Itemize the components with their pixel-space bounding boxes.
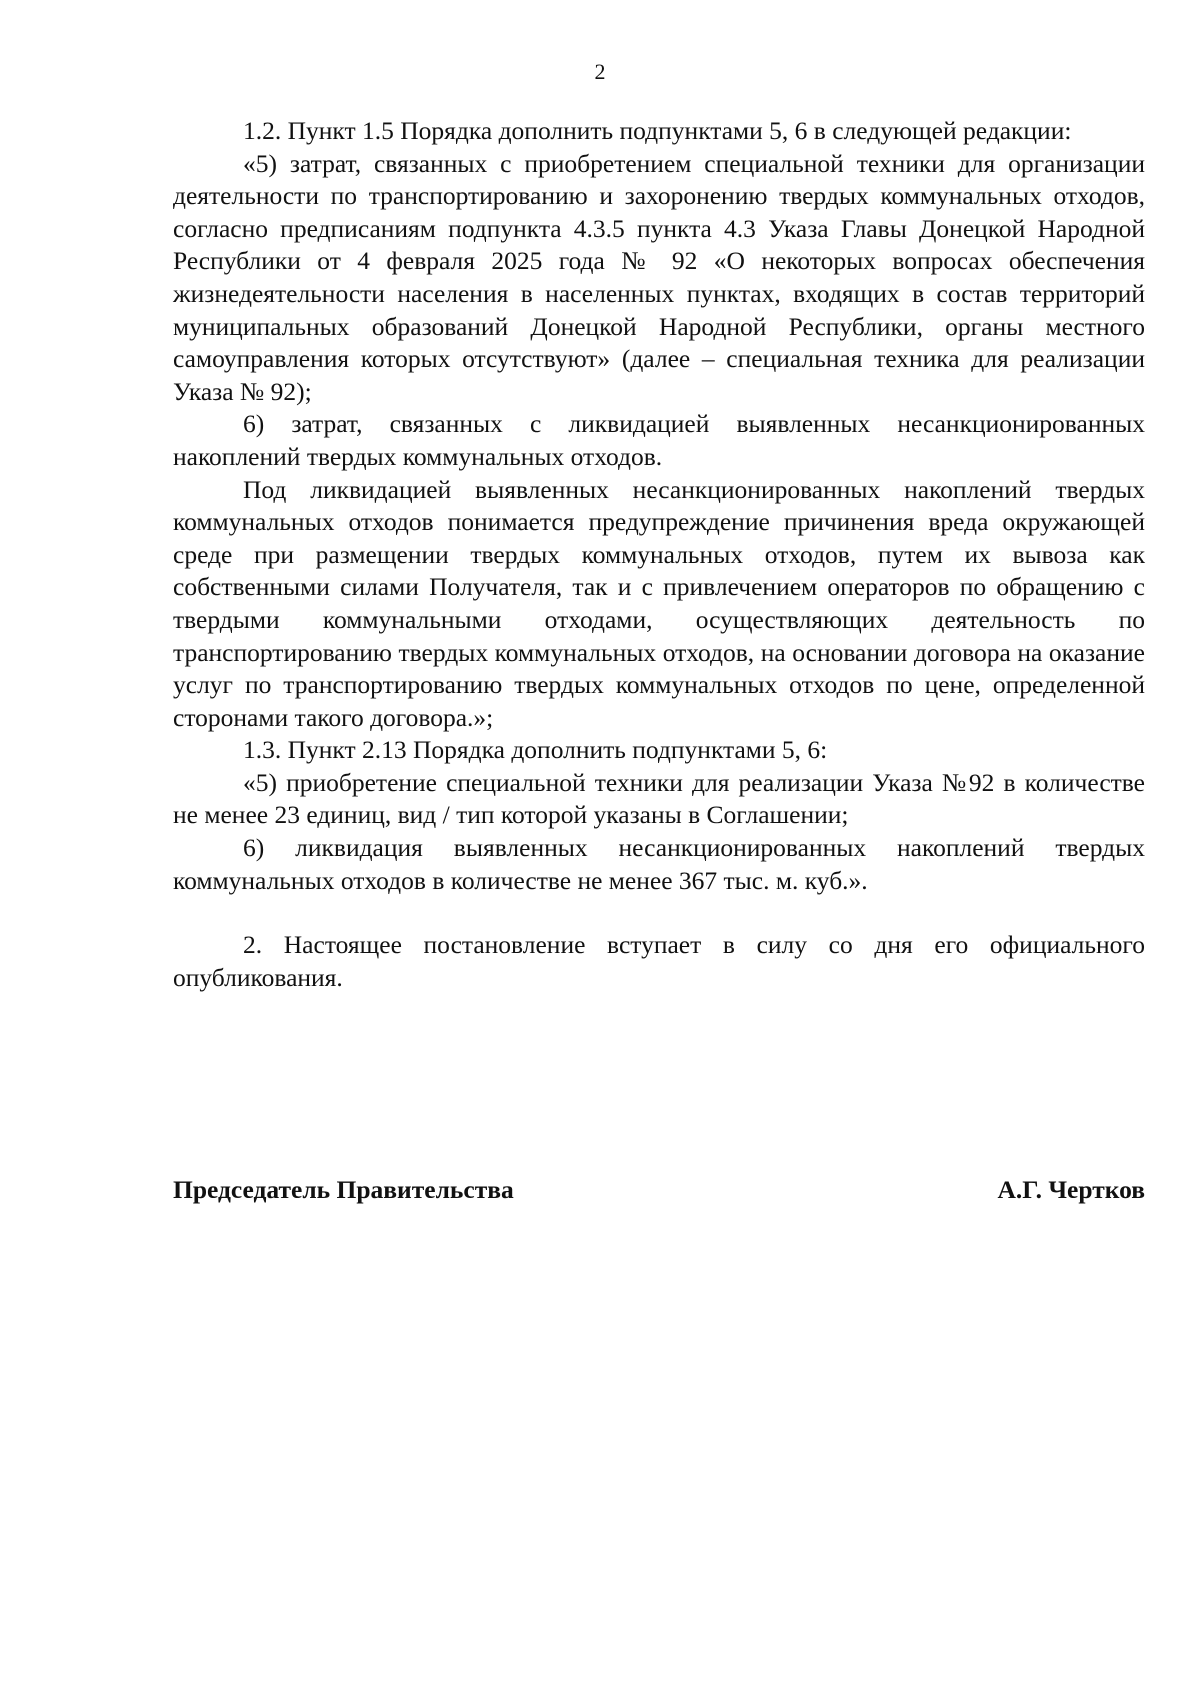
paragraph-1-3: 1.3. Пункт 2.13 Порядка дополнить подпунктами 5, 6: — [243, 735, 828, 765]
paragraph-2-13-subpoint-6: 6) ликвидация выявленных несанкционированных накоплений твердых коммунальных отходов в количестве не менее 367 тыс. м. куб.». — [173, 833, 1145, 895]
page-number: 2 — [594, 59, 606, 84]
paragraph-definition: Под ликвидацией выявленных несанкционированных накоплений твердых коммунальных отходов понимается предупреждение причинения вреда окружающей среде при размещении твердых коммунальных отходов, путем их вывоза как собственными силами Получателя, так и с привлечением операторов по обращению с твердыми коммунальными отходами, осуществляющих деятельность по транспортированию твердых коммунальных отходов, на основании договора на оказание услуг по транспортированию твердых коммунальных отходов по цене, определенной сторонами такого договора.»; — [173, 474, 1145, 732]
paragraph-2-13-subpoint-5: «5) приобретение специальной техники для реализации Указа №92 в количестве не менее 23 единиц, вид / тип которой указаны в Соглашении; — [173, 767, 1145, 830]
signatory-name: А.Г. Чертков — [997, 1175, 1145, 1204]
signatory-position: Председатель Правительства — [173, 1175, 514, 1204]
paragraph-1-2: 1.2. Пункт 1.5 Порядка дополнить подпунктами 5, 6 в следующей редакции: — [243, 116, 1072, 145]
signature-block — [173, 1174, 1145, 1206]
paragraph-subpoint-5: «5) затрат, связанных с приобретением специальной техники для организации деятельности по транспортированию и захоронению твердых коммунальных отходов, согласно предписаниям подпункта 4.3.5 пункта 4.3 Указа Главы Донецкой Народной Республики от 4 февраля 2025 года № 92 «О некоторых вопросах обеспечения жизнедеятельности населения в населенных пунктах, входящих в состав территорий муниципальных образований Донецкой Народной Республики, органы местного самоуправления которых отсутствуют» (далее – специальная техника для реализации Указа № 92); — [173, 148, 1145, 406]
paragraph-2: 2. Настоящее постановление вступает в силу со дня его официального опубликования. — [173, 930, 1145, 992]
paragraph-subpoint-6: 6) затрат, связанных с ликвидацией выявленных несанкционированных накоплений твердых коммунальных отходов. — [173, 409, 1145, 471]
document-body — [173, 115, 1145, 994]
